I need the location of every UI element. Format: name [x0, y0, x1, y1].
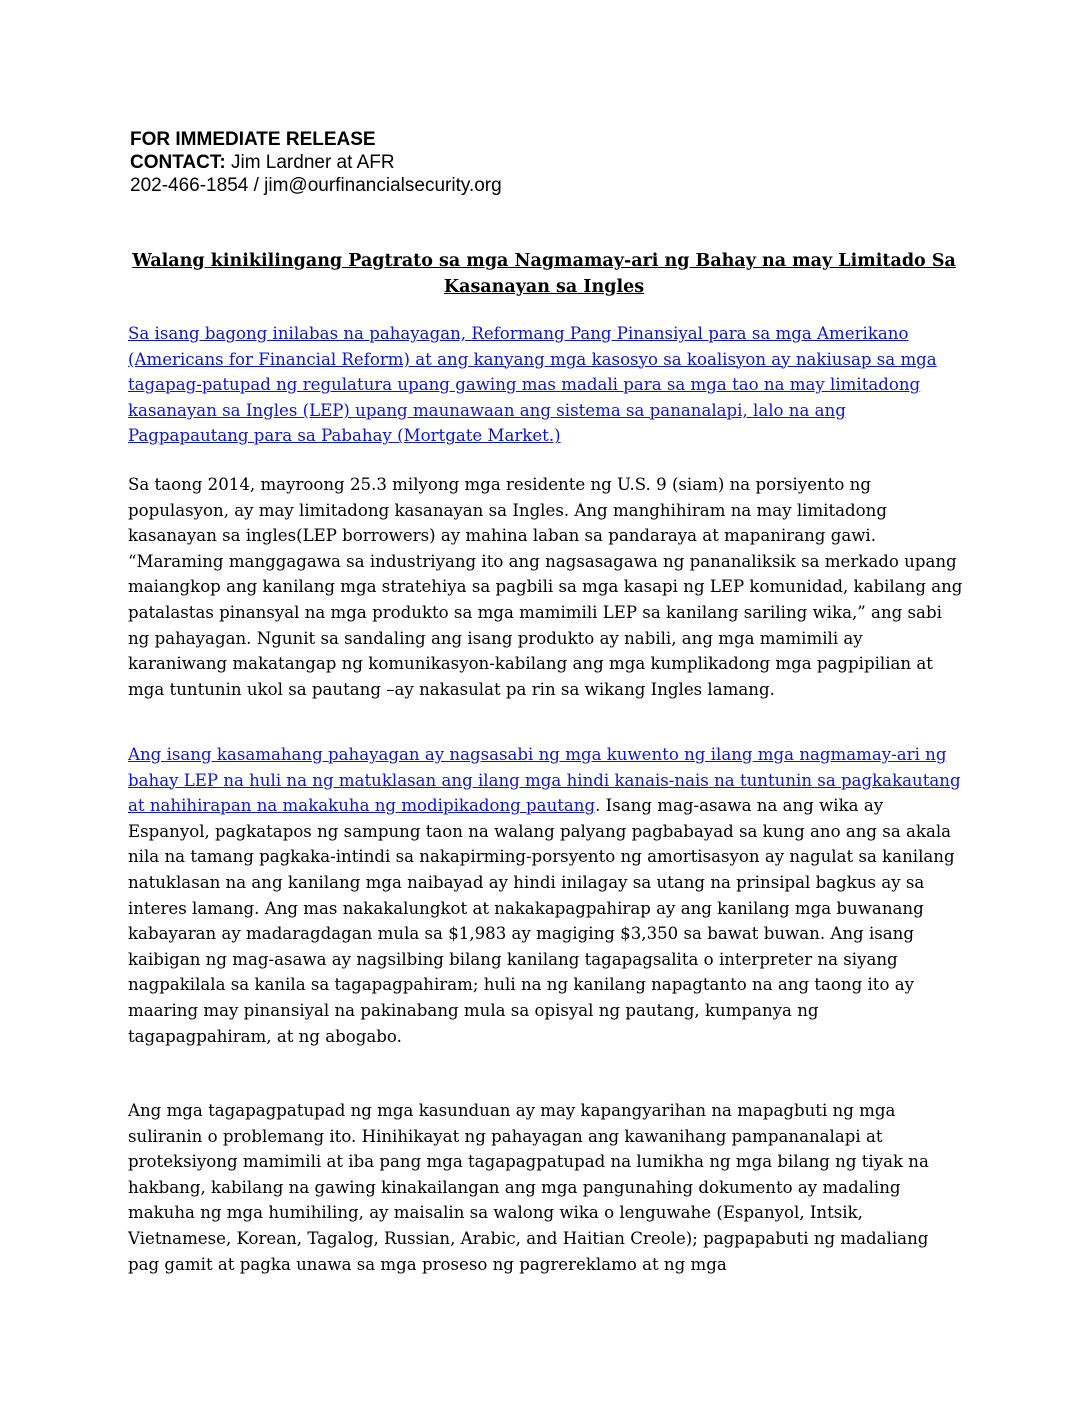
paragraph-2: Sa taong 2014, mayroong 25.3 milyong mga residente ng U.S. 9 (siam) na porsiyento ng populasyon, ay may limitadong kasanayan sa Ingles. Ang manghihiram na may limitadong kasanayan sa ingles(LEP borrowers) ay mahina laban sa pandaraya at mapanirang gawi. “Maraming manggagawa sa industriyang ito ang nagsasagawa ng pananaliksik sa merkado upang maiangkop ang kanilang mga stratehiya sa pagbili sa mga kasapi ng LEP komunidad, kabilang ang patalastas pinansyal na mga produkto sa mga mamimili LEP sa kanilang sariling wika,” ang sabi ng pahayagan. Ngunit sa sandaling ang isang produkto ay nabili, ang mga mamimili ay karaniwang makatangap ng komunikasyon-kabilang ang mga kumplikadong mga pagpipilian at mga tuntunin ukol sa pautang –ay nakasulat pa rin sa wikang Ingles lamang.: [128, 475, 963, 699]
contact-info: 202-466-1854 / jim@ourfinancialsecurity.org: [130, 175, 502, 196]
contact-name: Jim Lardner at AFR: [225, 152, 395, 173]
document-title: Walang kinikilingang Pagtrato sa mga Nagmamay-ari ng Bahay na may Limitado Sa Kasanayan sa Ingles: [132, 251, 956, 297]
paragraph-4: Ang mga tagapagpatupad ng mga kasunduan ay may kapangyarihan na mapagbuti ng mga suliranin o problemang ito. Hinihikayat ng pahayagan ang kawanihang pampananalapi at proteksiyong mamimili at iba pang mga tagapagpatupad na lumikha ng mga bilang ng tiyak na hakbang, kabilang na gawing kinakailangan ang mga pangunahing dokumento ay madaling makuha ng mga humihiling, ay maisalin sa walong wika o lenguwahe (Espanyol, Intsik, Vietnamese, Korean, Tagalog, Russian, Arabic, and Haitian Creole); pagpapabuti ng madaliang pag gamit at pagka unawa sa mga proseso ng pagrereklamo at ng mga: [128, 1101, 929, 1274]
paragraph-1: [128, 321, 964, 449]
companion-report-link[interactable]: Ang isang kasamahang pahayagan ay nagsasabi ng mga kuwento ng ilang mga nagmamay-ari ng bahay LEP na huli na ng matuklasan ang ilang mga hindi kanais-nais na tuntunin sa pagkakautang at nahihirapan na makakuha ng modipikadong pautang: [128, 745, 961, 816]
paragraph-3-text: . Isang mag-asawa na ang wika ay Espanyol, pagkatapos ng sampung taon na walang palyang pagbabayad sa kung ano ang sa akala nila na tamang pagkaka-intindi sa nakapirming-porsyento ng amortisasyon ay nagulat sa kanilang natuklasan na ang kanilang mga naibayad ay hindi inilagay sa utang na prinsipal bagkus ay sa interes lamang. Ang mas nakakalungkot at nakakapagpahirap ay ang kanilang mga buwanang kabayaran ay madaragdagan mula sa $1,983 ay magiging $3,350 sa bawat buwan. Ang isang kaibigan ng mag-asawa ay nagsilbing bilang kanilang tagapagsalita o interpreter na siyang nagpakilala sa kanila sa tagapagpahiram; huli na ng kanilang napagtanto na ang taong ito ay maaring may pinansiyal na pakinabang mula sa opisyal ng pautang, kumpanya ng tagapagpahiram, at ng abogabo.: [128, 796, 955, 1046]
release-line: FOR IMMEDIATE RELEASE: [130, 129, 376, 150]
report-link[interactable]: Sa isang bagong inilabas na pahayagan, Reformang Pang Pinansiyal para sa mga Amerikano (Americans for Financial Reform) at ang kanyang mga kasosyo sa koalisyon ay nakiusap sa mga tagapag-patupad ng regulatura upang gawing mas madali para sa mga tao na may limitadong kasanayan sa Ingles (LEP) upang maunawaan ang sistema sa pananalapi, lalo na ang Pagpapautang para sa Pabahay (Mortgate Market.): [128, 324, 937, 446]
contact-line: [130, 151, 950, 174]
paragraph-3: [128, 742, 964, 1049]
press-header: [130, 128, 950, 197]
contact-label: CONTACT:: [130, 152, 226, 173]
